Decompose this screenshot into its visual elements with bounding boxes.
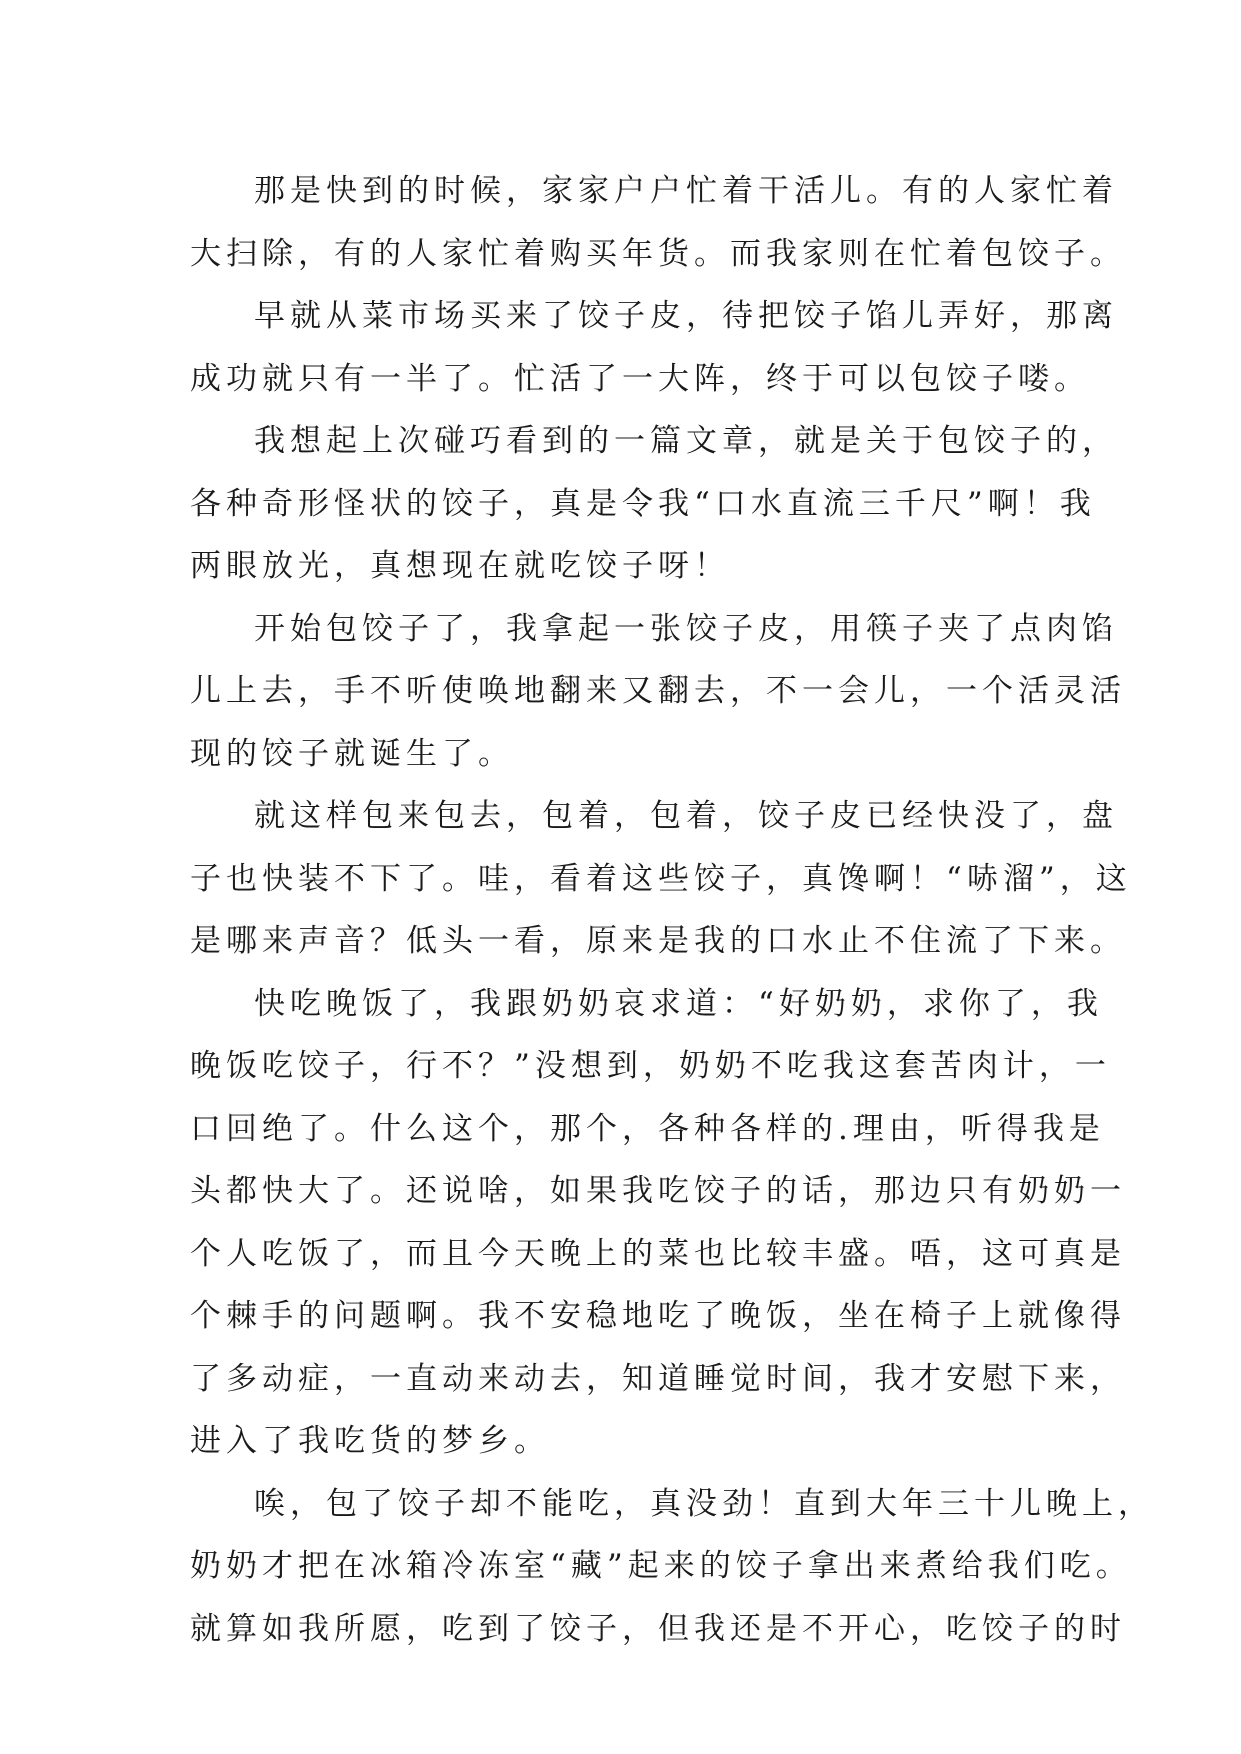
text-line: 开始包饺子了，我拿起一张饺子皮，用筷子夹了点肉馅 xyxy=(254,610,1118,647)
text-line: 那是快到的时候，家家户户忙着干活儿。有的人家忙着 xyxy=(254,173,1118,209)
text-line: 奶奶才把在冰箱冷冻室“藏”起来的饺子拿出来煮给我们吃。 xyxy=(190,1548,1132,1584)
text-line: 两眼放光，真想现在就吃饺子呀！ xyxy=(190,548,730,584)
text-line: 就这样包来包去，包着，包着，饺子皮已经快没了，盘 xyxy=(254,798,1118,834)
text-line: 晚饭吃饺子，行不？”没想到，奶奶不吃我这套苦肉计，一 xyxy=(190,1048,1111,1084)
text-line: 头都快大了。还说啥，如果我吃饺子的话，那边只有奶奶一 xyxy=(190,1173,1126,1209)
paragraph-5 xyxy=(190,785,1132,973)
text-line: 快吃晚饭了，我跟奶奶哀求道：“好奶奶，求你了，我 xyxy=(254,985,1103,1022)
text-line: 成功就只有一半了。忙活了一大阵，终于可以包饺子喽。 xyxy=(190,360,1090,397)
text-line: 就算如我所愿，吃到了饺子，但我还是不开心，吃饺子的时 xyxy=(190,1610,1126,1647)
text-line: 我想起上次碰巧看到的一篇文章，就是关于包饺子的， xyxy=(254,423,1118,459)
paragraph-4 xyxy=(190,598,1126,786)
text-line: 子也快装不下了。哇，看着这些饺子，真馋啊！“哧溜”，这 xyxy=(190,860,1132,897)
text-line: 进入了我吃货的梦乡。 xyxy=(190,1423,550,1459)
paragraph-2 xyxy=(190,285,1118,410)
paragraph-3 xyxy=(190,410,1118,598)
text-line: 大扫除，有的人家忙着购买年货。而我家则在忙着包饺子。 xyxy=(190,235,1126,272)
text-line: 唉，包了饺子却不能吃，真没劲！直到大年三十儿晚上， xyxy=(254,1485,1154,1522)
text-line: 各种奇形怪状的饺子，真是令我“口水直流三千尺”啊！我 xyxy=(190,485,1096,522)
text-line: 现的饺子就诞生了。 xyxy=(190,735,514,772)
paragraph-6 xyxy=(190,973,1126,1473)
text-line: 个人吃饭了，而且今天晚上的菜也比较丰盛。唔，这可真是 xyxy=(190,1235,1126,1272)
paragraph-7 xyxy=(190,1473,1154,1661)
essay-body xyxy=(190,160,1154,1660)
text-line: 口回绝了。什么这个，那个，各种各样的.理由，听得我是 xyxy=(190,1110,1105,1147)
text-line: 是哪来声音？低头一看，原来是我的口水止不住流了下来。 xyxy=(190,923,1126,959)
text-line: 了多动症，一直动来动去，知道睡觉时间，我才安慰下来， xyxy=(190,1360,1126,1397)
text-line: 早就从菜市场买来了饺子皮，待把饺子馅儿弄好，那离 xyxy=(254,298,1118,334)
text-line: 个棘手的问题啊。我不安稳地吃了晚饭，坐在椅子上就像得 xyxy=(190,1298,1126,1334)
paragraph-1 xyxy=(190,160,1126,285)
text-line: 儿上去，手不听使唤地翻来又翻去，不一会儿，一个活灵活 xyxy=(190,673,1126,709)
